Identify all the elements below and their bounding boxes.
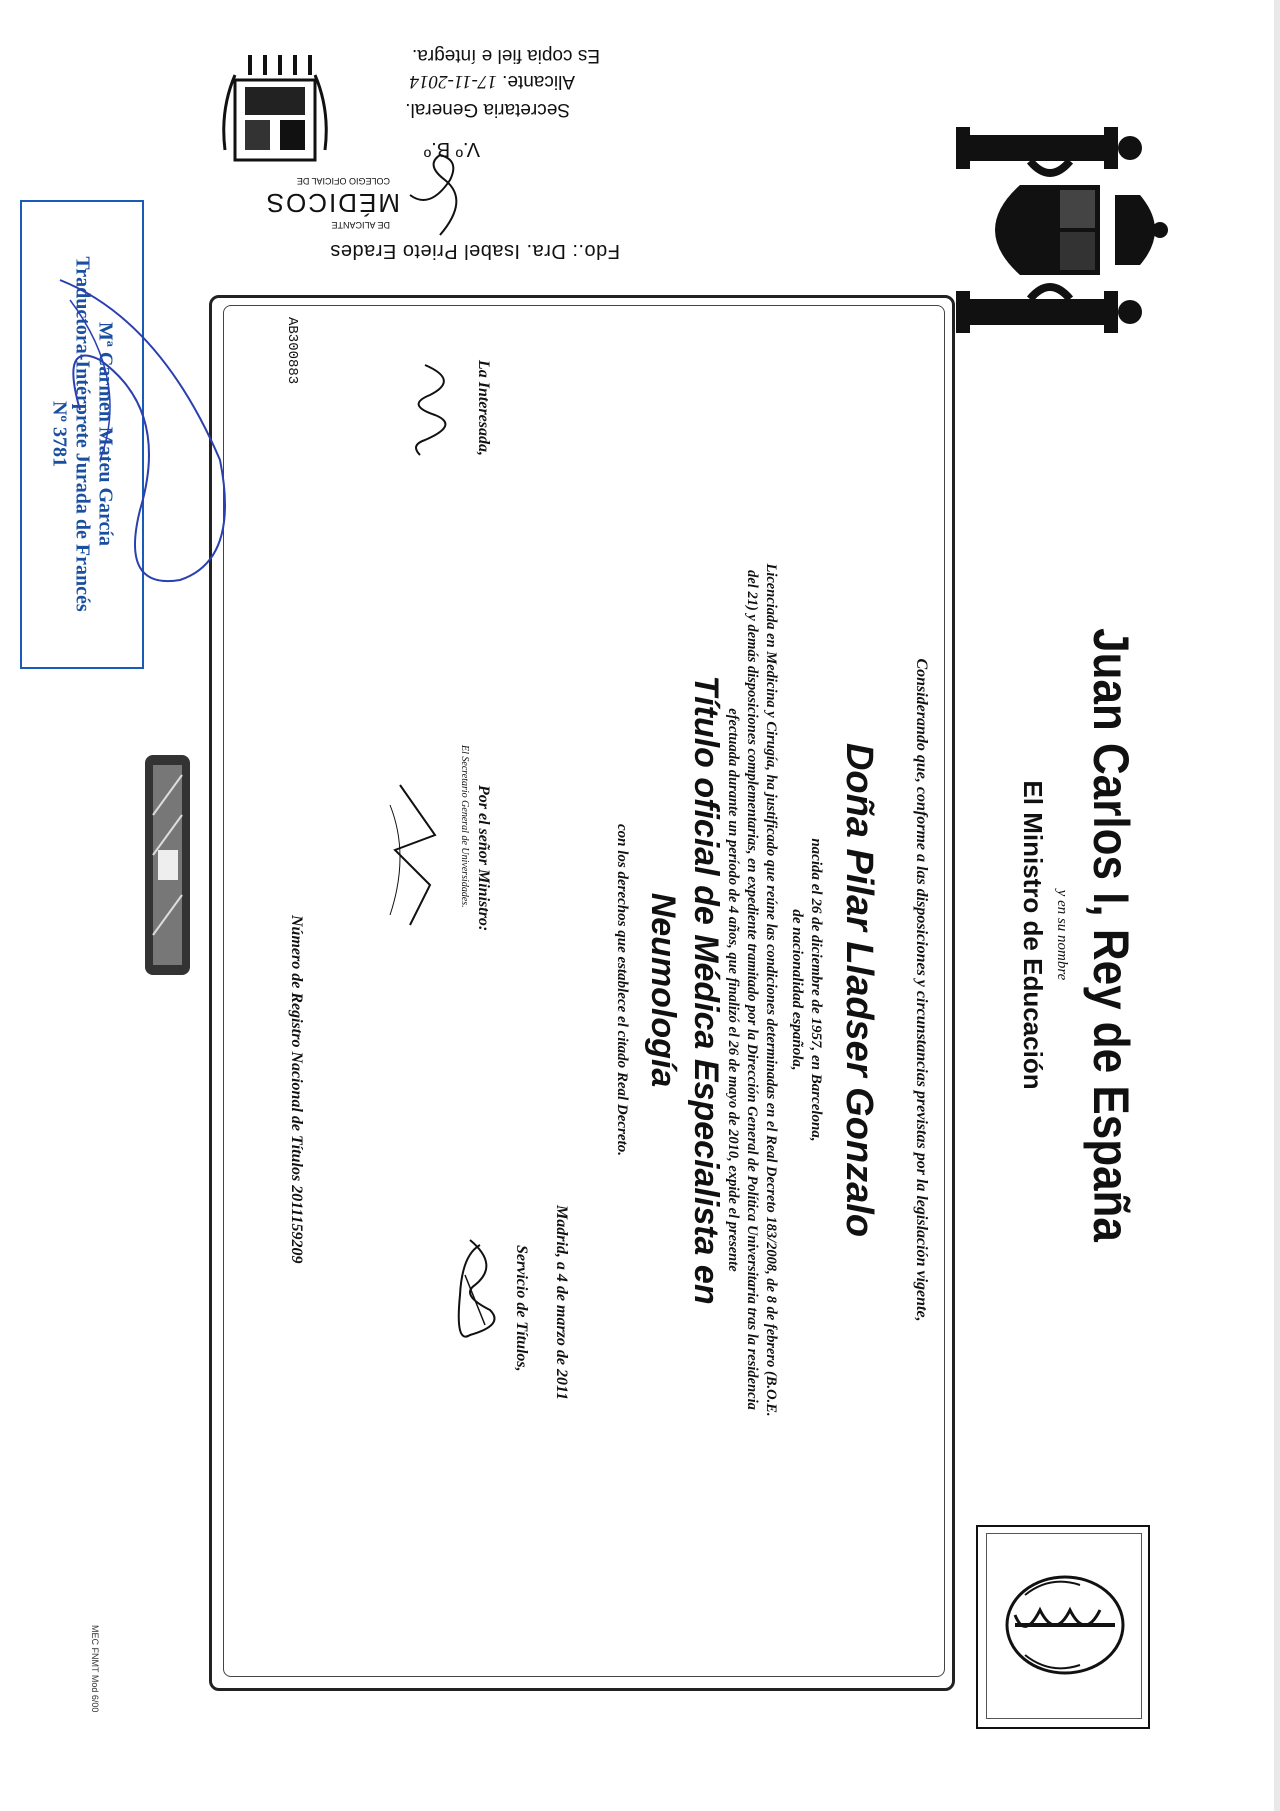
service-label: Servicio de Títulos, [513, 1245, 530, 1372]
visto-bueno: V.º B.º [423, 138, 480, 160]
legal-line: del 21) y demás disposiciones complementarias, en expediente tramitado por la Dirección General de Política Universitaria tras la residencia [744, 570, 760, 1410]
birth-line: nacida el 26 de diciembre de 1957, en Barcelona, [808, 838, 824, 1142]
copy-date: 17-11-2014 [409, 71, 497, 92]
birth-details [787, 315, 825, 1665]
college-signature [400, 150, 480, 240]
registry-number: Número de Registro Nacional de Títulos 2011159209 [288, 915, 305, 1264]
copy-place: Alicante. [502, 71, 575, 92]
service-signature [450, 1235, 510, 1355]
holder-signature [395, 355, 465, 465]
translator-number: Nº 3781 [48, 400, 71, 468]
copy-place-date [410, 70, 575, 92]
issue-date: Madrid, a 4 de marzo de 2011 [553, 1205, 570, 1401]
translator-signature [40, 260, 240, 600]
legal-line: Licenciada en Medicina y Cirugía, ha justificado que reúne las condiciones determinadas en el Real Decreto 183/2008, de 8 de febrero (B.O.E. [763, 563, 779, 1417]
certificate-heading: Juan Carlos I, Rey de España [1083, 628, 1139, 1242]
minister-label: Por el señor Ministro: [475, 785, 492, 932]
holder-name: Doña Pilar Lladser Gonzalo [838, 742, 880, 1238]
coat-of-arms-icon [940, 115, 1170, 345]
intro-text: Considerando que, conforme a las disposiciones y circunstancias previstas por la legislación vigente, [913, 658, 930, 1322]
legal-paragraph [723, 320, 780, 1660]
legal-line: efectuada durante un período de 4 años, que finalizó el 26 de mayo de 2010, expide el presente [725, 708, 741, 1272]
hologram-strip-icon [145, 755, 190, 975]
degree-title: Título oficial de Médica Especialista en [687, 675, 725, 1305]
college-seal-icon [220, 50, 330, 170]
college-line-small: DE ALICANTE [331, 220, 390, 230]
copy-faithful: Es copia fiel e íntegra. [412, 45, 600, 66]
heading-connector: y en su nombre [1054, 889, 1070, 981]
holder-label: La Interesada, [475, 360, 492, 456]
nationality-line: de nacionalidad española, [789, 909, 805, 1071]
minister-signature [380, 775, 450, 935]
copy-certification-stamp [150, 40, 630, 270]
certificate-sheet [70, 55, 1210, 1755]
secretary-general: Secretaria General. [405, 99, 570, 120]
secretary-label: El Secretario General de Universidades. [459, 745, 470, 908]
form-code: MEC FNMT Mod 6/00 [90, 1625, 100, 1713]
college-name: MÉDICOS [264, 188, 400, 218]
serial-number: AB300883 [284, 317, 300, 385]
ministry-heading: El Ministro de Educación [1018, 780, 1048, 1090]
rights-text: con los derechos que establece el citado Real Decreto. [614, 823, 630, 1156]
medical-emblem-icon [990, 1555, 1140, 1695]
signed-by: Fdo.: Dra. Isabel Prieto Erades [329, 240, 620, 262]
scan-edge [1274, 0, 1280, 1811]
specialty-title: Neumología [644, 892, 682, 1088]
translator-title: Traductora-Intérprete Jurada de Francés [71, 256, 94, 612]
college-line-top: COLEGIO OFICIAL DE [296, 176, 390, 186]
translator-name: Mª Carmen Mateu García [94, 322, 117, 546]
